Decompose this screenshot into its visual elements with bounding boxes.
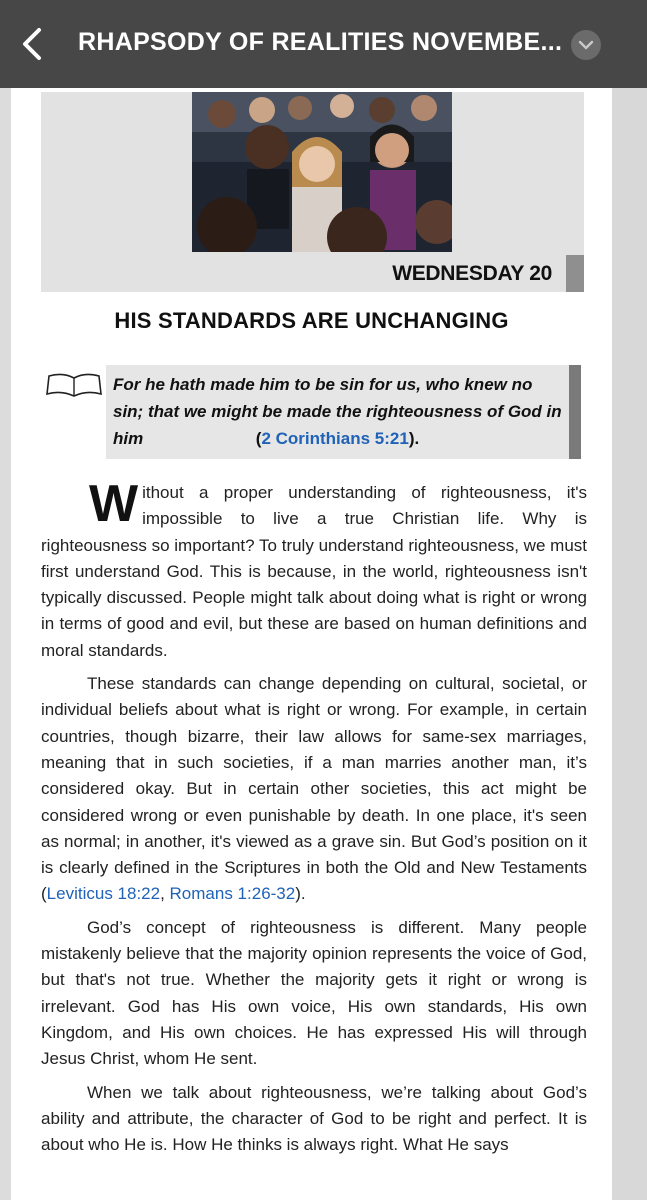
drop-cap: W: [89, 475, 139, 533]
romans-link[interactable]: Romans 1:26-32: [169, 884, 296, 904]
scripture-text: For he hath made him to be sin for us, who knew no sin; that we might be made the righteousness of God in him: [113, 375, 562, 448]
document-page[interactable]: [11, 88, 612, 1200]
page-margin-right: [612, 88, 647, 1200]
link-separator: ,: [160, 884, 170, 904]
paragraph-3: God’s concept of righteousness is different. Many people mistakenly believe that the majority opinion represents the voice of God, but that's not true. Whether the majority gets it right or wrong is irrelevant. God has His own voice, His own standards, His own Kingdom, and His own choices. He has expressed His will through Jesus Christ, whom He sent.: [41, 917, 587, 1069]
back-button[interactable]: [14, 26, 50, 62]
ref-close: ).: [408, 429, 420, 448]
leviticus-link[interactable]: Leviticus 18:22: [46, 884, 161, 904]
paragraph-2-end: ).: [295, 884, 306, 904]
audience-illustration: [192, 92, 452, 252]
banner-accent-bar: [566, 255, 584, 292]
day-label: WEDNESDAY 20: [392, 262, 552, 285]
paragraph-1-text: ithout a proper understanding of righteousness, it's impossible to live a true Christian life. Why is righteousness so important? To truly understand righteousness, we must first understand God. This is because, in the world, righteousness isn't typically discussed. People might talk about doing what is right or wrong in terms of good and evil, but these are based on human definitions and moral standards.: [41, 483, 587, 660]
devotional-body: [41, 475, 587, 1158]
page-margin-left: [0, 88, 11, 1200]
audience-photo: [192, 92, 452, 252]
title-dropdown-button[interactable]: [571, 30, 601, 60]
document-title: RHAPSODY OF REALITIES NOVEMBE...: [78, 28, 563, 56]
header-banner: [41, 92, 584, 292]
app-header: [0, 0, 647, 88]
paragraph-2-text: These standards can change depending on cultural, societal, or individual beliefs about what is right or wrong. For example, in certain countries, though bizarre, their law allows for same-sex marriages, meaning that in such societies, if a man marries another man, it’s considered okay. But in certain other societies, this act might be considered wrong or even punishable by death. In one place, it's seen as normal; in another, it's viewed as a grave sin. But God’s position on it is clearly defined in the Scriptures in both the Old and New Testaments (: [41, 674, 587, 904]
chevron-down-icon: [578, 40, 594, 50]
paragraph-4: When we talk about righteousness, we’re talking about God’s ability and attribute, the character of God to be right and perfect. It is about who He is. How He thinks is always right. What He says: [41, 1082, 587, 1155]
scripture-reference-link[interactable]: 2 Corinthians 5:21: [261, 429, 409, 448]
scripture-accent-bar: [569, 365, 581, 459]
paragraph-1: [41, 475, 587, 664]
ref-open: (: [255, 429, 262, 448]
paragraph-2: [41, 671, 587, 908]
scripture-reference-line: [106, 425, 569, 452]
devotional-title: HIS STANDARDS ARE UNCHANGING: [114, 308, 509, 333]
chevron-left-icon: [21, 27, 43, 61]
open-book-icon: [45, 370, 103, 398]
